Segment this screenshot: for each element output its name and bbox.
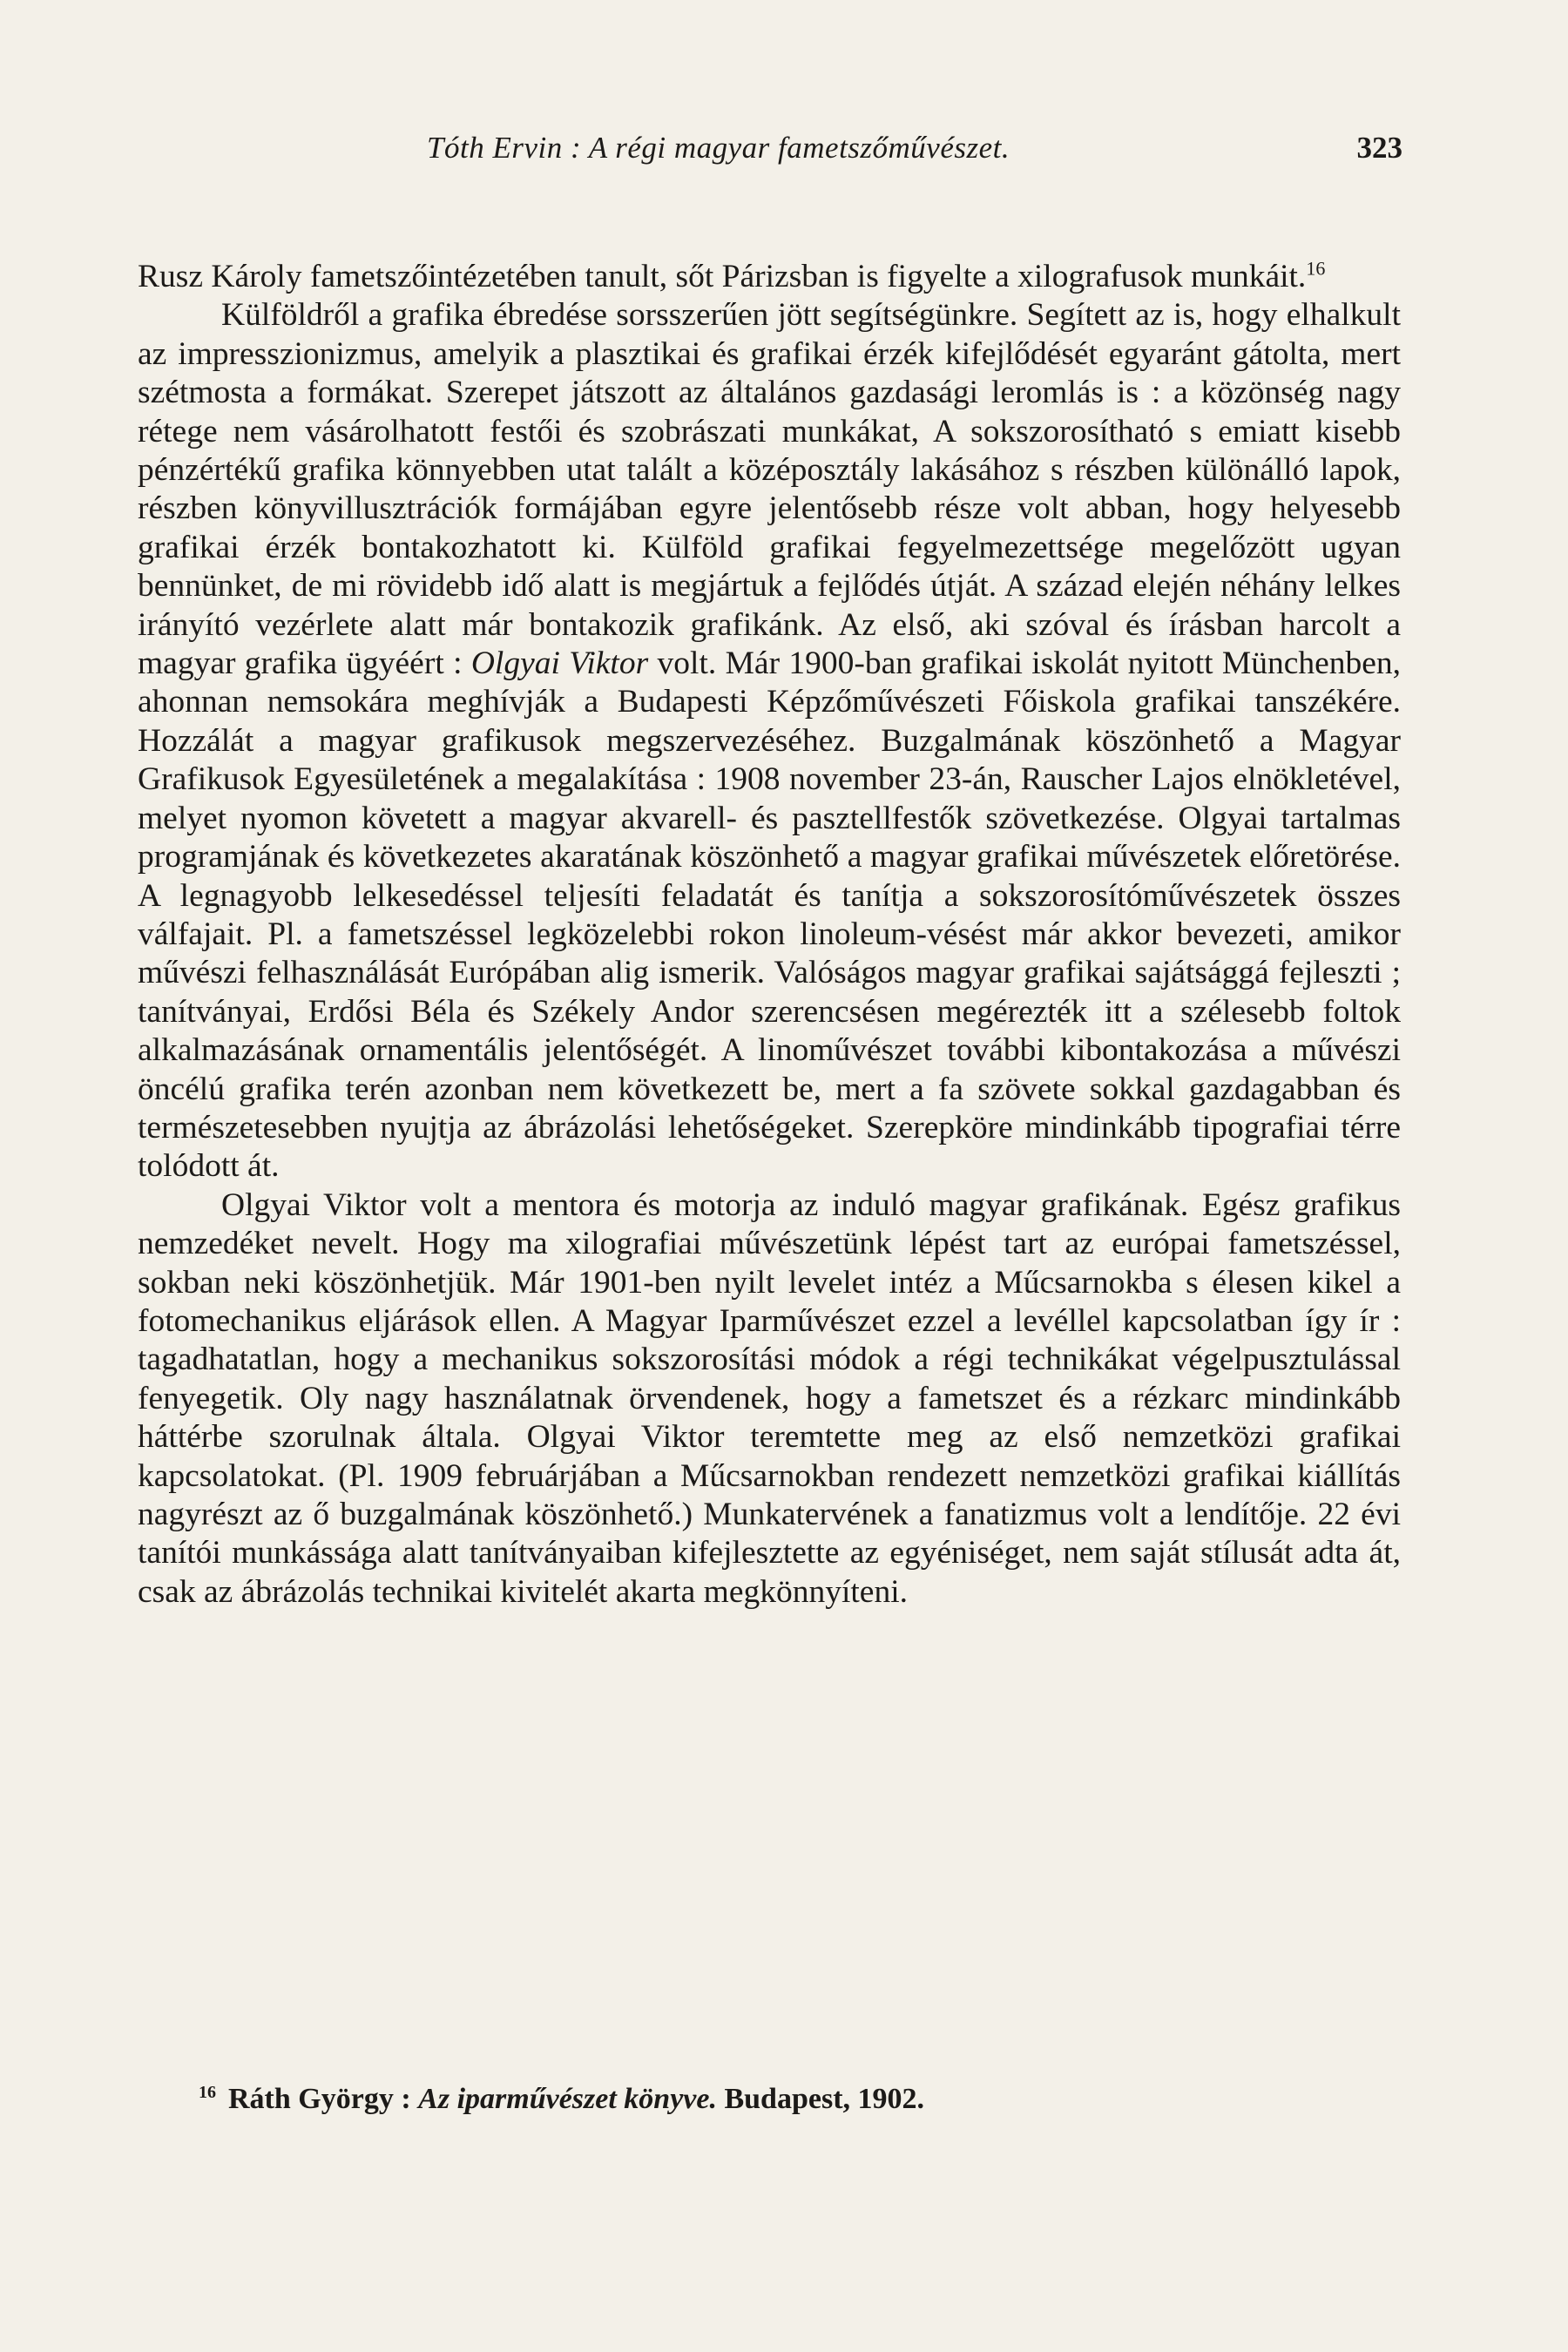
- page-number: 323: [1356, 131, 1402, 165]
- paragraph-3-text: Olgyai Viktor volt a mentora és motorja az induló magyar grafikának. Egész grafikus nemzedéket nevelt. Hogy ma xilografiai művészetünk lépést tart az európai fametszéssel, sokban neki köszönhetjük. Már 1901-ben nyilt levelet intéz a Műcsarnokba s élesen kikel a fotomechanikus eljárások ellen. A Magyar Iparművészet ezzel a levéllel kapcsolatban így ír : tagadhatatlan, hogy a mechanikus sokszorosítási módok a régi technikákat végelpusztulással fenyegetik. Oly nagy használatnak örvendenek, hogy a fametszet és a rézkarc mindinkább háttérbe szorulnak általa. Olgyai Viktor teremtette meg az első nemzetközi grafikai kapcsolatokat. (Pl. 1909 februárjában a Műcsarnokban rendezett nemzetközi grafikai kiállítás nagyrészt az ő buzgalmának köszönhető.) Munkatervének a fanatizmus volt a lendítője. 22 évi tanítói munkássága alatt tanítványaiban kifejlesztette az egyéniséget, nem saját stílusát adta át, csak az ábrázolás technikai kivitelét akarta megkönnyíteni.: [138, 1186, 1401, 1610]
- paragraph-2-italic-name: Olgyai Viktor: [470, 645, 649, 682]
- footnote-imprint: Budapest, 1902.: [724, 2083, 925, 2115]
- running-head: [139, 131, 1402, 183]
- paragraph-1-text: Rusz Károly fametszőintézetében tanult, sőt Párizsban is figyelte a xilografusok munkáit.: [138, 259, 1307, 294]
- paragraph-3: [138, 1186, 1401, 1612]
- footnote-number: 16: [199, 2082, 216, 2102]
- footnote: [199, 2082, 924, 2117]
- paragraph-2-text-start: Külföldről a grafika ébredése sorsszerűen jött segítségünkre. Segített az is, hogy elhalkult az impresszionizmus, amelyik a plasztikai és grafikai érzék kifejlődését egyaránt gátolta, mert szétmosta a formákat. Szerepet játszott az általános gazdasági leromlás is : a közönség nagy rétege nem vásárolhatott festői és szobrászati munkákat, A sokszorosítható s emiatt kisebb pénzértékű grafika könnyebben utat talált a középosztály lakásához s részben különálló lapok, részben könyvillusztrációk formájában egyre jelentősebb része volt abban, hogy helyesebb grafikai érzék bontakozhatott ki. Külföld grafikai fegyelmezettsége megelőzött ugyan bennünket, de mi rövidebb idő alatt is megjártuk a fejlődés útját. A század elején néhány lelkes irányító vezérlete alatt már bontakozik grafikánk. Az első, aki szóval és írásban harcolt a magyar grafika ügyéért :: [138, 297, 1401, 682]
- paragraph-2: [138, 296, 1401, 1186]
- running-title: Tóth Ervin : A régi magyar fametszőművészet.: [427, 131, 1010, 165]
- footnote-author: Ráth György :: [228, 2083, 411, 2115]
- paragraph-2-text-end: volt. Már 1900-ban grafikai iskolát nyitott Münchenben, ahonnan nemsokára meghívják a Budapesti Képzőművészeti Főiskola grafikai tanszékére. Hozzálát a magyar grafikusok megszervezéséhez. Buzgalmának köszönhető a Magyar Grafikusok Egyesületének a megalakítása : 1908 november 23-án, Rauscher Lajos elnökletével, melyet nyomon követett a magyar akvarell- és pasztellfestők szövetkezése. Olgyai tartalmas programjának és következetes akaratának köszönhető a magyar grafikai művészetek előretörése. A legnagyobb lelkesedéssel teljesíti feladatát és tanítja a sokszorosítóművészetek összes válfajait. Pl. a fametszéssel legközelebbi rokon linoleum-vésést már akkor bevezeti, amikor művészi felhasználását Európában alig ismerik. Valóságos magyar grafikai sajátsággá fejleszti ; tanítványai, Erdősi Béla és Székely Andor szerencsésen megérezték itt a szélesebb foltok alkalmazásának ornamentális jelentőségét. A linoművészet további kibontakozása a művészi öncélú grafika terén azonban nem következett be, mert a fa szövete sokkal gazdagabban és természetesebben nyujtja az ábrázolási lehetőségeket. Szerepköre mindinkább tipografiai térre tolódott át.: [138, 645, 1402, 1185]
- footnote-title: Az iparművészet könyve.: [418, 2083, 717, 2115]
- paragraph-1: [138, 258, 1401, 296]
- footnote-reference: 16: [1306, 257, 1326, 280]
- body-text: [138, 258, 1401, 1612]
